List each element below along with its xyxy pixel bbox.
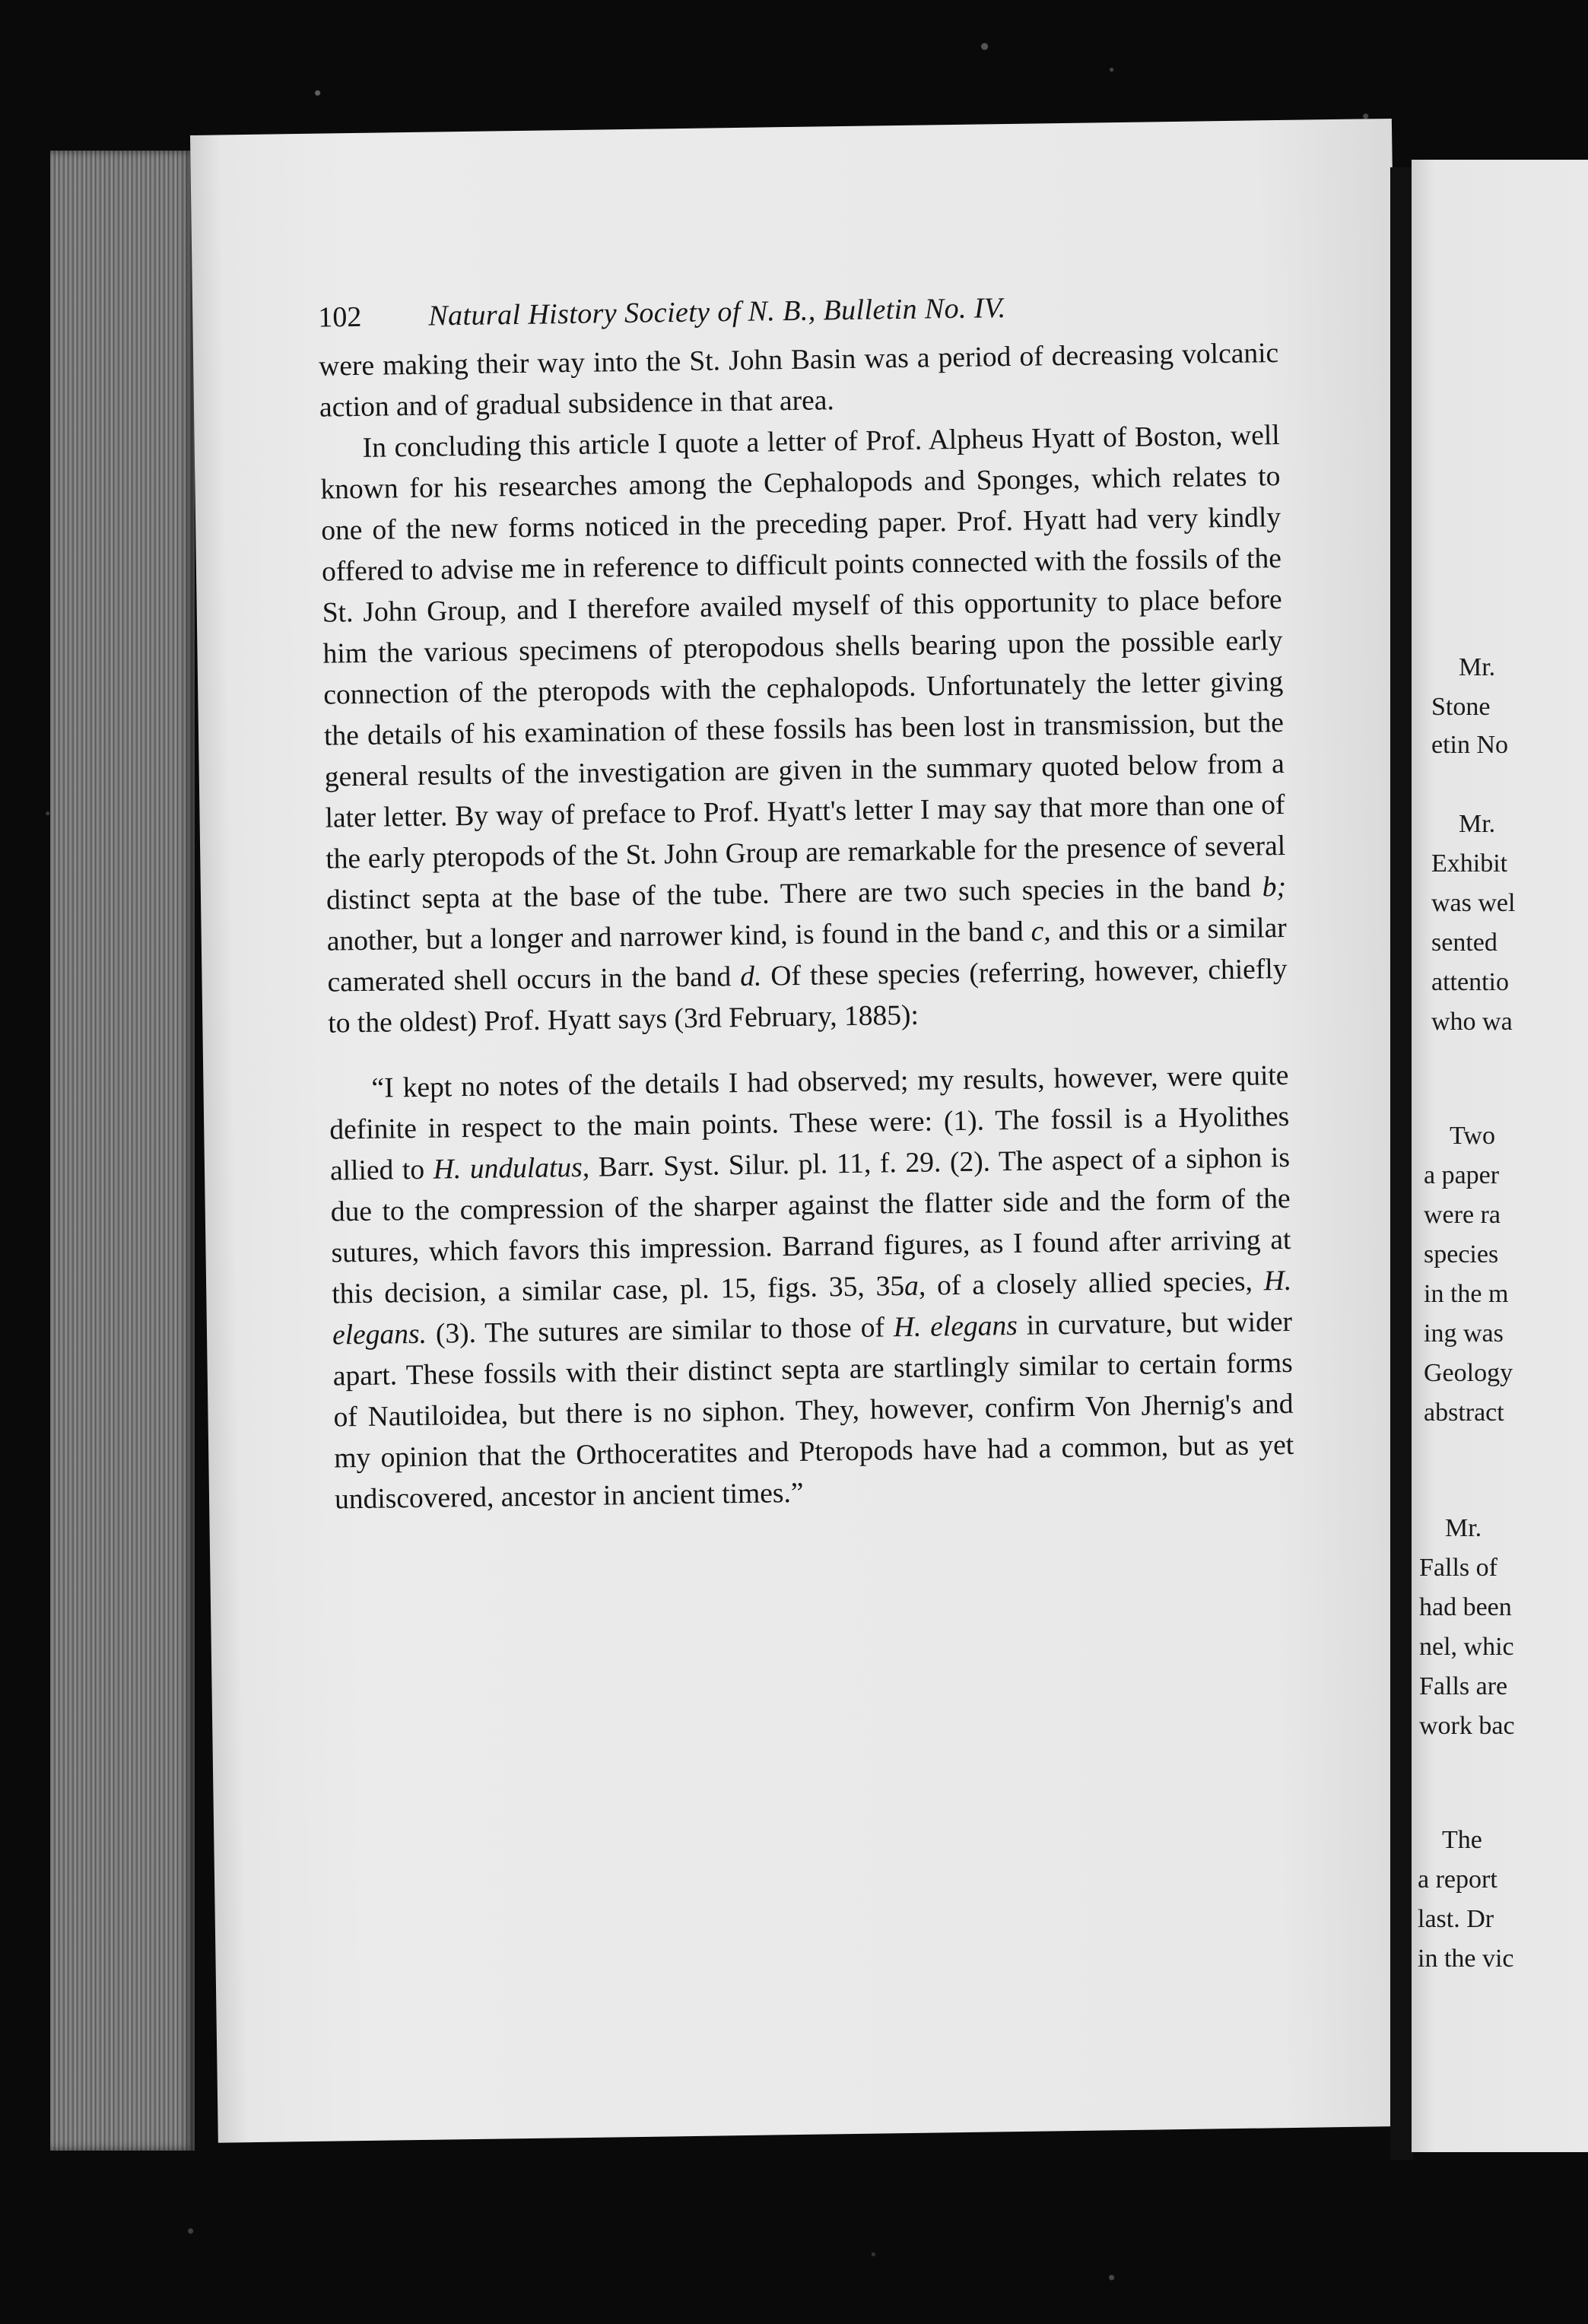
book-page-left — [190, 119, 1420, 2143]
book-page-edges — [50, 151, 195, 2151]
page-content — [318, 287, 1294, 1520]
facing-line: had been — [1419, 1593, 1512, 1621]
facing-line: Falls of — [1419, 1554, 1497, 1582]
facing-line: work bac — [1419, 1712, 1515, 1740]
facing-line: was wel — [1431, 889, 1516, 917]
running-title: Natural History Society of N. B., Bulletin No. IV. — [428, 292, 1006, 332]
facing-line: etin No — [1431, 731, 1509, 759]
facing-line: Geology — [1424, 1359, 1513, 1387]
facing-line: nel, whic — [1419, 1633, 1514, 1661]
facing-line: Exhibit — [1431, 849, 1508, 878]
facing-line: last. Dr — [1418, 1905, 1494, 1933]
paragraph-text: Of these species (referring, however, chiefly to the oldest) Prof. Hyatt says (3rd February, 1885): — [328, 953, 1288, 1040]
facing-line: a report — [1418, 1865, 1497, 1894]
book-page-right — [1412, 160, 1588, 2152]
facing-line: attentio — [1431, 968, 1509, 996]
paragraph-continuation — [319, 333, 1279, 429]
facing-line: abstract — [1424, 1399, 1504, 1427]
page-number: 102 — [318, 300, 362, 334]
facing-line: were ra — [1424, 1201, 1501, 1229]
facing-line: Mr. — [1459, 653, 1496, 681]
paragraph-text: Barr. Syst. Silur. pl. 11, f. 29. (2). The aspect of a siphon is due to the compression of the sharper against the flatter side and the form of the sutures, which favors this impression. Barrand figures, as I found after arriving at this decision, a similar case, pl. 15, figs. 35, 35 — [330, 1141, 1291, 1310]
paragraph-text: another, but a longer and narrower kind, is found in the band — [326, 916, 1031, 957]
facing-line: ing was — [1424, 1319, 1504, 1348]
paragraph-text: and this or a similar camerated shell occurs in the band — [327, 912, 1287, 998]
species-name: H. elegans. — [332, 1265, 1292, 1351]
facing-line: in the m — [1424, 1280, 1509, 1308]
facing-line: sented — [1431, 929, 1497, 957]
species-name: H. undulatus, — [433, 1151, 590, 1186]
facing-line: in the vic — [1418, 1945, 1514, 1973]
facing-line: The — [1442, 1826, 1482, 1854]
species-name: H. elegans — [893, 1310, 1018, 1344]
facing-line: species — [1424, 1240, 1499, 1268]
paragraph-text: of a closely allied species, — [925, 1265, 1265, 1302]
facing-line: Stone — [1431, 693, 1491, 721]
paragraph-text: (3). The sutures are similar to those of — [426, 1312, 894, 1350]
band-label: b; — [1262, 871, 1287, 903]
facing-line: Mr. — [1445, 1514, 1482, 1542]
band-label: d. — [739, 960, 762, 993]
facing-line: a paper — [1424, 1161, 1500, 1189]
book-gutter — [1390, 167, 1413, 2160]
facing-line: Falls are — [1419, 1672, 1508, 1700]
facing-line: who wa — [1431, 1008, 1513, 1036]
band-label: c, — [1031, 916, 1051, 948]
facing-line: Mr. — [1459, 810, 1496, 838]
paragraph-text: “I kept no notes of the details I had observed; my results, however, were quite definite in respect to the main points. These were: (1). The fossil is a Hyolithes allied to — [329, 1059, 1290, 1187]
paragraph-text: In concluding this article I quote a letter of Prof. Alpheus Hyatt of Boston, well known for his researches among the Cephalopods and Sponges, which relates to one of the new forms noticed in the preceding paper. Prof. Hyatt had very kindly offered to advise me in reference to difficult points connected with the fossils of the St. John Group, and I therefore availed myself of this opportunity to place before him the various specimens of pteropodous shells bearing upon the possible early connection of the pteropods with the cephalopods. Unfortunately the letter giving the details of his examination of these fossils has been lost in transmission, but the general results of the investigation are given in the summary quoted below from a later letter. By way of preface to Prof. Hyatt's letter I may say that more than one of the early pteropods of the St. John Group are remarkable for the presence of several distinct septa at the base of the tube. There are two such species in the band — [320, 420, 1286, 916]
paragraph-quoted-letter — [329, 1056, 1294, 1521]
paragraph-text: in curvature, but wider apart. These fossils with their distinct septa are startlingly similar to certain forms of Nautiloidea, but there is no siphon. They, however, confirm Von Jhernig's and my opinion that the Orthoceratites and Pteropods have had a common, but as yet undiscovered, ancestor in ancient times.” — [332, 1306, 1294, 1516]
facing-line: Two — [1450, 1122, 1495, 1150]
figure-suffix: a, — [904, 1270, 926, 1303]
paragraph-text: were making their way into the St. John Basin was a period of decreasing volcanic action and of gradual subsidence in that area. — [318, 338, 1279, 424]
paragraph-hyatt-intro — [319, 415, 1288, 1045]
